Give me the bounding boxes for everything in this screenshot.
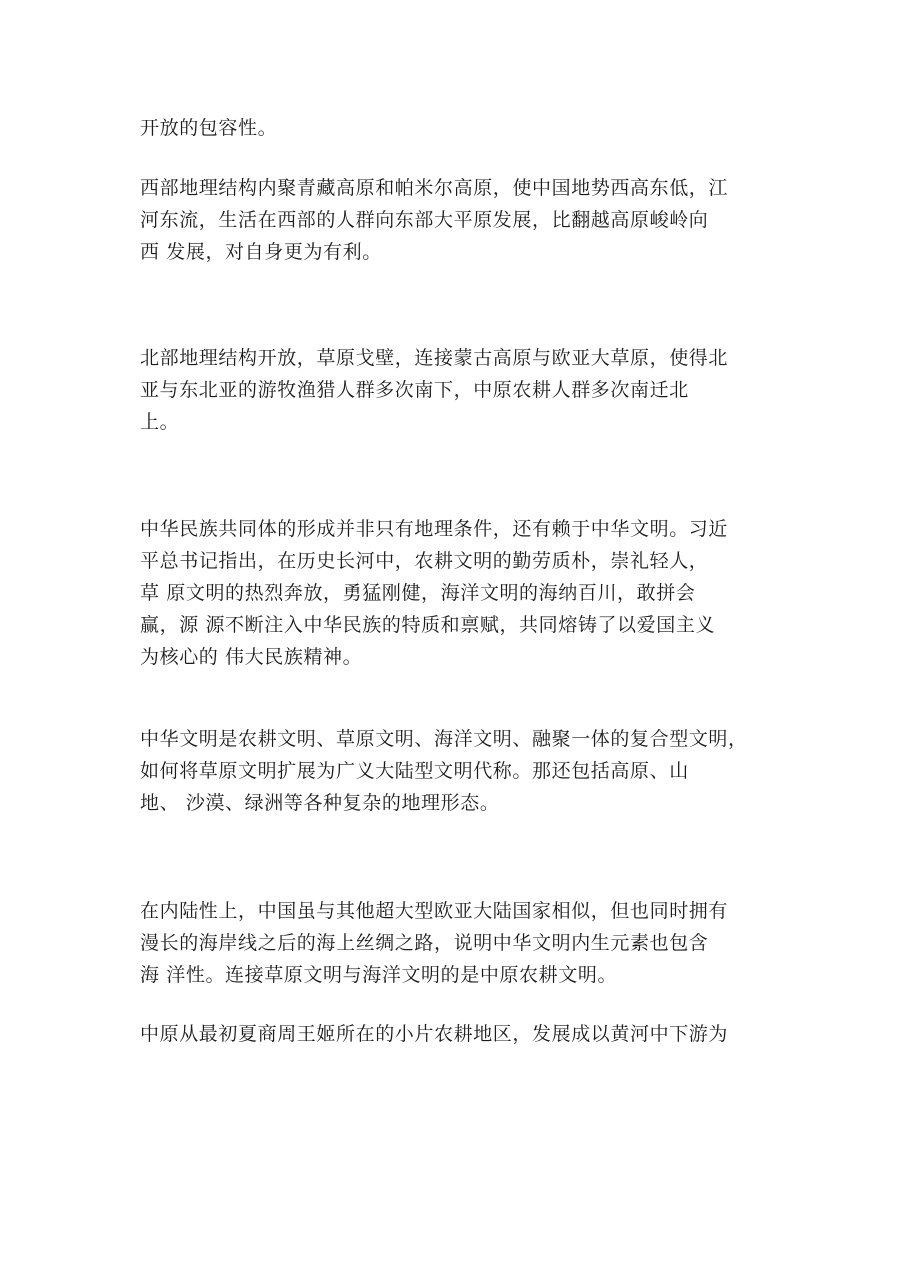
paragraph-line: 平总书记指出，在历史长河中，农耕文明的勤劳质朴，崇礼轻人，: [140, 550, 709, 572]
paragraph-line: 河东流，生活在西部的人群向东部大平原发展，比翻越高原峻岭向: [140, 209, 709, 231]
paragraph-1: [140, 112, 780, 144]
paragraph-line: 开放的包容性。: [140, 117, 278, 139]
paragraph-line: 西部地理结构内聚青藏高原和帕米尔高原，使中国地势西高东低，江: [140, 177, 729, 199]
paragraph-5: [140, 723, 780, 819]
paragraph-2: [140, 172, 780, 268]
paragraph-line: 上。: [140, 411, 180, 433]
paragraph-3: [140, 342, 780, 438]
paragraph-line: 漫长的海岸线之后的海上丝绸之路，说明中华文明内生元素也包含: [140, 932, 709, 954]
paragraph-line: 西 发展，对自身更为有利。: [140, 241, 382, 263]
paragraph-line: 在内陆性上，中国虽与其他超大型欧亚大陆国家相似，但也同时拥有: [140, 900, 729, 922]
paragraph-line: 北部地理结构开放，草原戈壁，连接蒙古高原与欧亚大草原，使得北: [140, 347, 729, 369]
paragraph-line: 亚与东北亚的游牧渔猎人群多次南下，中原农耕人群多次南迁北: [140, 379, 689, 401]
paragraph-6: [140, 895, 780, 991]
paragraph-line: 中原从最初夏商周王姬所在的小片农耕地区，发展成以黄河中下游为: [140, 1023, 729, 1045]
paragraph-line: 地、 沙漠、绿洲等各种复杂的地理形态。: [140, 792, 500, 814]
paragraph-4: [140, 513, 780, 673]
paragraph-line: 如何将草原文明扩展为广义大陆型文明代称。那还包括高原、山: [140, 760, 689, 782]
paragraph-line: 赢，源 源不断注入中华民族的特质和禀赋，共同熔铸了以爱国主义: [140, 614, 716, 636]
paragraph-7: [140, 1018, 780, 1050]
paragraph-line: 海 洋性。连接草原文明与海洋文明的是中原农耕文明。: [140, 964, 618, 986]
paragraph-line: 中华文明是农耕文明、草原文明、海洋文明、融聚一体的复合型文明，: [140, 728, 748, 750]
paragraph-line: 草 原文明的热烈奔放，勇猛刚健，海洋文明的海纳百川，敢拼会: [140, 582, 696, 604]
paragraph-line: 中华民族共同体的形成并非只有地理条件，还有赖于中华文明。习近: [140, 518, 729, 540]
paragraph-line: 为核心的 伟大民族精神。: [140, 646, 363, 668]
